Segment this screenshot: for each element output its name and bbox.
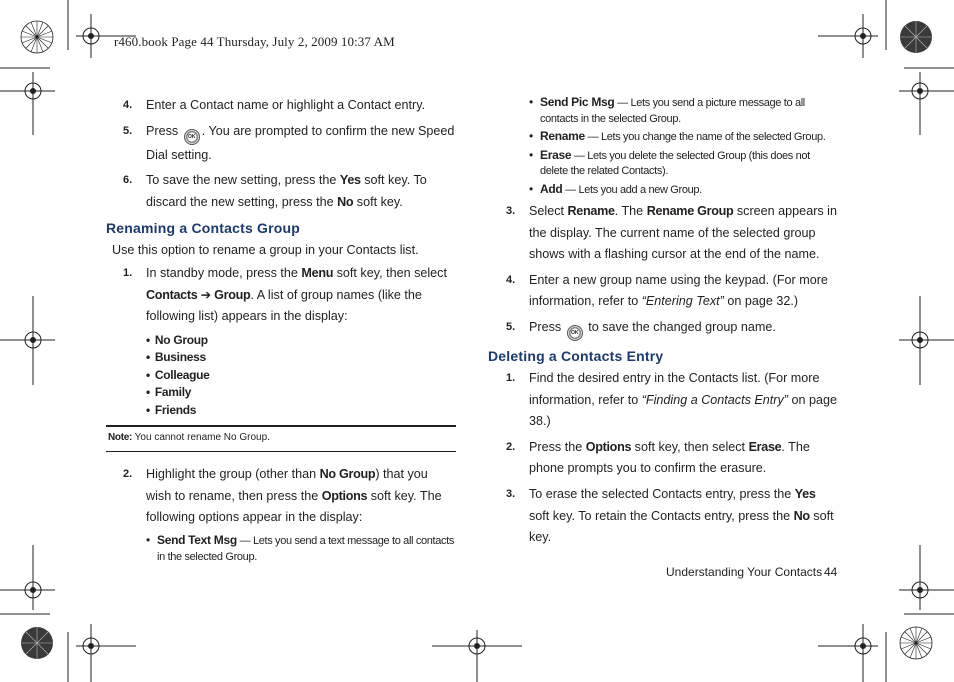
delete-step-1 <box>488 368 838 433</box>
delete-step-2 <box>488 437 838 480</box>
delete-step-3 <box>488 484 838 549</box>
key-label: No <box>337 194 354 209</box>
key-label: Yes <box>794 486 816 501</box>
page-number: 44 <box>824 565 838 579</box>
option-name: Send Pic Msg <box>540 95 615 109</box>
step-text: . The phone prompts you to confirm the erasure. <box>529 439 810 476</box>
note-label: Note: <box>108 432 133 444</box>
step-text: To erase the selected Contacts entry, press the <box>529 486 795 501</box>
step-text: To save the new setting, press the <box>146 173 340 188</box>
print-header: r460.book Page 44 Thursday, July 2, 2009 10:37 AM <box>114 34 395 49</box>
key-label: Options <box>321 488 368 503</box>
step-number: 1. <box>506 371 516 384</box>
ok-key-icon: OK <box>184 129 200 145</box>
step-text: soft key. To discard the new setting, press the <box>146 173 427 209</box>
step-text: . The <box>614 204 647 218</box>
step-text: soft key. To retain the Contacts entry, press the <box>529 508 794 523</box>
step-number: 2. <box>506 440 516 453</box>
option-name: Erase <box>540 147 572 162</box>
step-number: 2. <box>123 468 133 481</box>
step-text: to save the changed group name. <box>584 319 776 334</box>
options-list-continued <box>529 95 838 198</box>
arrow-icon: ➔ <box>197 287 215 302</box>
step-text: . You are prompted to confirm the new Speed Dial setting. <box>146 123 455 162</box>
list-item: • Friends <box>146 402 456 420</box>
option-desc: — Lets you send a text message to all contacts in the selected Group. <box>157 535 455 563</box>
step-text: Press the <box>529 439 586 454</box>
option-name: Rename <box>540 129 585 143</box>
option-desc: — Lets you delete the selected Group (this does not delete the related Contacts). <box>540 149 810 177</box>
option-desc: — Lets you send a picture message to all contacts in the selected Group. <box>540 97 805 125</box>
list-item: • Family <box>146 384 456 402</box>
cross-reference: “Entering Text” <box>641 294 724 309</box>
right-column <box>488 95 838 553</box>
step-number: 5. <box>506 320 516 333</box>
options-list <box>146 533 456 565</box>
step-number: 5. <box>123 124 133 137</box>
step-number: 3. <box>506 205 516 217</box>
step-number: 6. <box>123 174 133 187</box>
list-item: • Business <box>146 349 456 367</box>
step-text: In standby mode, press the <box>146 265 302 280</box>
step-4 <box>106 95 456 117</box>
step-number: 1. <box>123 266 133 279</box>
list-item <box>529 182 838 199</box>
group-name-list <box>146 332 456 420</box>
step-text: soft key, then select <box>333 265 447 280</box>
rename-step-5 <box>488 317 838 341</box>
step-text: soft key. The following options appear in the display: <box>146 488 442 525</box>
list-item: • Colleague <box>146 367 456 385</box>
step-text: soft key. <box>529 508 834 545</box>
step-text: soft key. <box>353 194 403 209</box>
menu-label: Contacts <box>146 287 198 302</box>
list-item <box>529 129 838 146</box>
key-label: Yes <box>339 173 361 188</box>
step-text: Highlight the group (other than <box>146 467 320 482</box>
rename-step-3 <box>488 201 838 266</box>
key-label: No <box>793 508 810 523</box>
screen-label: Rename Group <box>646 204 734 218</box>
footer-section-title: Understanding Your Contacts <box>666 565 823 579</box>
step-5 <box>106 121 456 167</box>
step-text: Find the desired entry in the Contacts list. (For more information, refer to <box>529 370 820 407</box>
list-item <box>529 95 838 127</box>
step-text: ) that you wish to rename, then press the <box>146 467 428 503</box>
step-6 <box>106 170 456 213</box>
list-item: • No Group <box>146 332 456 350</box>
section-heading-rename: Renaming a Contacts Group <box>106 220 301 237</box>
option-desc: — Lets you add a new Group. <box>562 183 702 196</box>
section-heading-delete: Deleting a Contacts Entry <box>488 347 664 364</box>
note-box <box>106 425 456 452</box>
option-label: Erase <box>748 439 782 454</box>
step-number: 4. <box>123 99 133 111</box>
rename-step-2 <box>106 464 456 529</box>
step-text: on page 32.) <box>723 294 799 309</box>
section-intro: Use this option to rename a group in your Contacts list. <box>112 243 419 258</box>
step-number: 3. <box>506 487 516 500</box>
menu-label: Group <box>214 287 251 302</box>
rename-step-4 <box>488 270 838 313</box>
option-name: Send Text Msg <box>157 533 237 548</box>
group-label: No Group <box>319 467 376 482</box>
option-label: Rename <box>567 204 615 218</box>
step-text: Press <box>529 319 565 334</box>
list-item <box>529 148 838 180</box>
step-text: Enter a Contact name or highlight a Contact entry. <box>146 98 426 112</box>
step-text: on page 38.) <box>529 392 838 429</box>
cross-reference: “Finding a Contacts Entry” <box>641 392 788 407</box>
step-text: soft key, then select <box>631 439 749 454</box>
step-text: Select <box>529 204 568 218</box>
note-text: You cannot rename No Group. <box>132 432 270 444</box>
step-text: Press <box>146 123 182 138</box>
key-label: Options <box>585 439 632 454</box>
step-text: screen appears in the display. The current name of the selected group shows with a flashing cursor at the end of the name. <box>529 204 837 262</box>
option-name: Add <box>540 181 563 196</box>
ok-key-icon: OK <box>567 325 583 341</box>
step-number: 4. <box>506 273 516 286</box>
step-text: . A list of group names (like the following list) appears in the display: <box>146 287 422 324</box>
option-desc: — Lets you change the name of the selected Group. <box>584 131 826 143</box>
key-label: Menu <box>301 265 334 280</box>
step-text: Enter a new group name using the keypad. (For more information, refer to <box>529 272 828 309</box>
list-item <box>146 533 456 565</box>
rename-step-1 <box>106 263 456 328</box>
left-column <box>106 95 456 567</box>
